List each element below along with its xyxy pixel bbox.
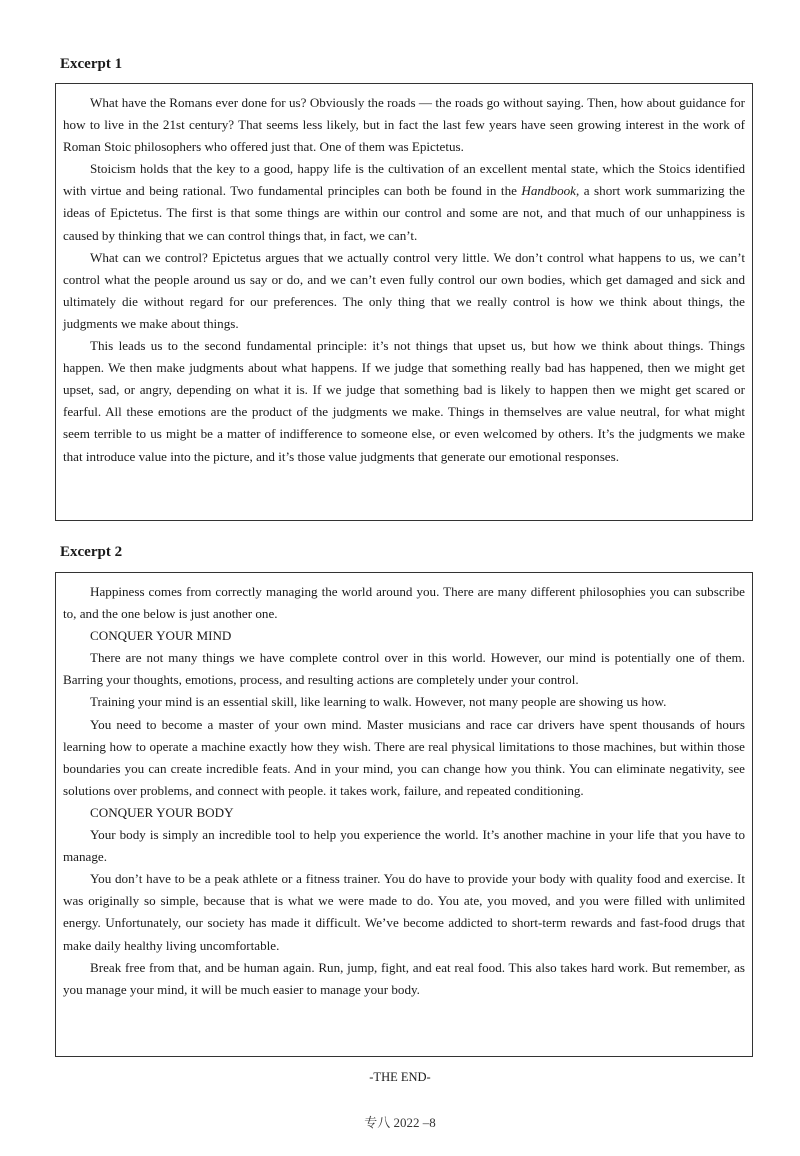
excerpt-2-paragraph: You don’t have to be a peak athlete or a fitness trainer. You do have to provide your body with quality food and exercise. It was originally so simple, because that is what we were made to do. You ate, you moved, and you were filled with unlimited energy. Unfortunately, our society has made it difficult. We’ve become addicted to short-term rewards and fast-food drugs that make daily healthy living uncomfortable. [63,871,745,953]
excerpt-2-paragraph: Your body is simply an incredible tool to help you experience the world. It’s another machine in your life that you have to manage. [63,827,745,865]
excerpt-2-paragraph: Happiness comes from correctly managing the world around you. There are many different philosophies you can subscribe to, and the one below is just another one. [63,584,745,622]
paragraph-lead: Stoicism holds that the key to a good, happy life is the cultivation of an excellent mental state, which the Stoics identified with virtue and being rational. Two fundamental principles can both be found in the [63,161,745,199]
excerpt-1-box [55,83,753,521]
handbook-title: Handbook [521,183,576,199]
the-end-marker: -THE END- [369,1070,431,1084]
excerpt-1-paragraph: This leads us to the second fundamental principle: it’s not things that upset us, but how we think about things. Things happen. We then make judgments about what happens. If we judge that something really bad has happened, then we might get upset, sad, or angry, depending on what it is. If we judge that something bad is likely to happen then we might get scared or fearful. All these emotions are the product of the judgments we make. Things in themselves are value neutral, for what might seem terrible to us might be a matter of indifference to someone else, or even welcomed by others. It’s the judgments we make that introduce value into the picture, and it’s those value judgments that generate our emotional responses. [63,338,745,464]
section-heading-body: CONQUER YOUR BODY [90,804,234,820]
excerpt-1-heading: Excerpt 1 [60,56,123,72]
excerpt-2-paragraph: Break free from that, and be human again. Run, jump, fight, and eat real food. This also takes hard work. But remember, as you manage your mind, it will be much easier to manage your body. [63,959,745,997]
page-number: 专八 2022 –8 [364,1115,436,1130]
section-heading-mind: CONQUER YOUR MIND [90,628,232,644]
excerpt-1-paragraph: What have the Romans ever done for us? Obviously the roads — the roads go without saying. Then, how about guidance for how to live in the 21st century? That seems less likely, but in fact the last few years have seen growing interest in the work of Roman Stoic philosophers who offered just that. One of them was Epictetus. [63,95,745,155]
excerpt-2-paragraph: Training your mind is an essential skill, like learning to walk. However, not many people are showing us how. [90,694,667,710]
excerpt-2-paragraph: You need to become a master of your own mind. Master musicians and race car drivers have spent thousands of hours learning how to operate a machine exactly how they wish. There are real physical limitations to those machines, but within those boundaries you can create incredible feats. And in your mind, you can change how you think. You can eliminate negativity, see solutions over problems, and connect with people. it takes work, failure, and repeated conditioning. [63,716,745,798]
excerpt-2-box [55,572,753,1057]
excerpt-2-paragraph: There are not many things we have complete control over in this world. However, our mind is potentially one of them. Barring your thoughts, emotions, process, and resulting actions are completely under your control. [63,650,745,688]
paragraph-rest: , a short work summarizing the ideas of Epictetus. The first is that some things are within our control and some are not, and that much of our unhappiness is caused by thinking that we can control things that, in fact, we can’t. [63,183,745,243]
excerpt-1-paragraph: What can we control? Epictetus argues that we actually control very little. We don’t control what happens to us, we can’t control what the people around us say or do, and we can’t even fully control our own bodies, which get damaged and sick and ultimately die without regard for our preferences. The only thing that we really control is how we think about things, the judgments we make about things. [63,249,745,331]
excerpt-2-heading: Excerpt 2 [60,544,123,560]
excerpt-1-paragraph [63,158,745,246]
